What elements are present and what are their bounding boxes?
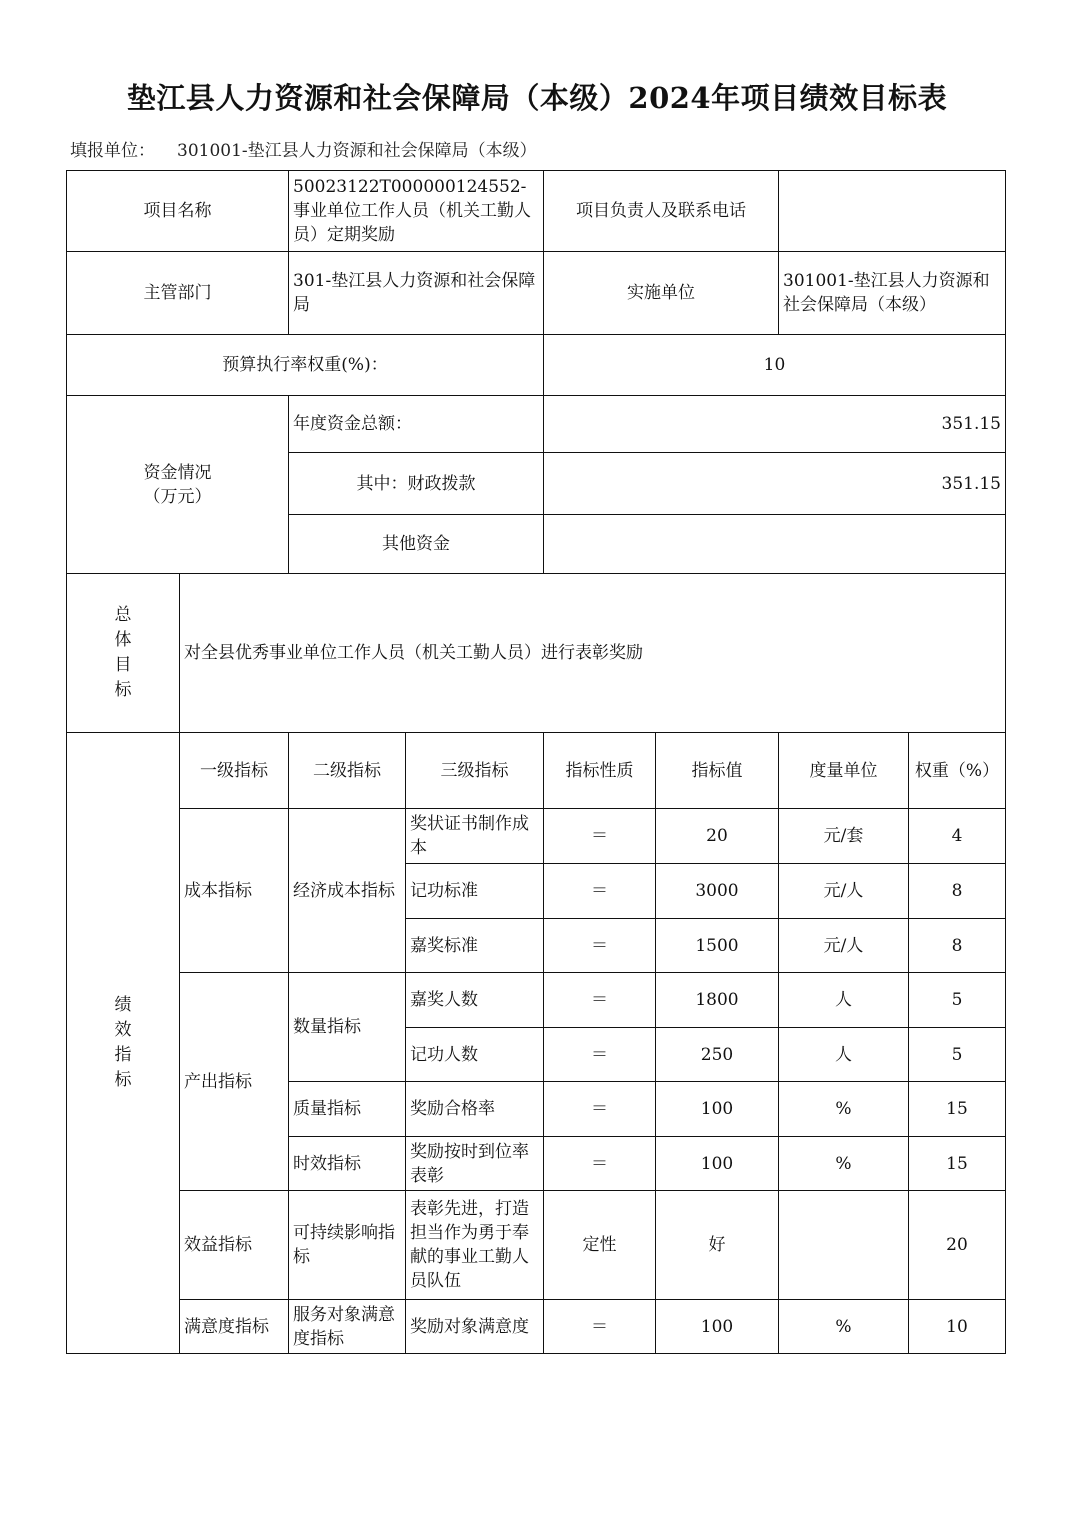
- project-name-label: 项目名称: [67, 171, 289, 252]
- weight-cell: 8: [909, 919, 1006, 973]
- value-cell: 1800: [656, 973, 779, 1028]
- unit-cell: 人: [779, 1028, 909, 1082]
- nature-cell: ＝: [544, 1028, 656, 1082]
- unit-cell: 元/人: [779, 864, 909, 919]
- funds-fiscal-value: 351.15: [544, 453, 1006, 515]
- level2-economic-cost: 经济成本指标: [289, 809, 406, 973]
- unit-cell: %: [779, 1137, 909, 1191]
- impl-label: 实施单位: [544, 252, 779, 335]
- unit-cell: %: [779, 1300, 909, 1354]
- level3-cell: 嘉奖标准: [406, 919, 544, 973]
- page-title: 垫江县人力资源和社会保障局（本级）2024年项目绩效目标表: [126, 81, 948, 115]
- nature-cell: 定性: [544, 1191, 656, 1300]
- nature-cell: ＝: [544, 1082, 656, 1137]
- level2-service-satisfaction: 服务对象满意度指标: [289, 1300, 406, 1354]
- weight-cell: 5: [909, 973, 1006, 1028]
- nature-cell: ＝: [544, 919, 656, 973]
- indicators-label-char: 效: [114, 1020, 132, 1040]
- fill-unit-value: 301001-垫江县人力资源和社会保障局（本级）: [177, 141, 537, 161]
- unit-cell: 元/套: [779, 809, 909, 864]
- value-cell: 3000: [656, 864, 779, 919]
- level3-cell: 奖状证书制作成本: [406, 809, 544, 864]
- fill-unit-label: 填报单位：: [70, 141, 155, 161]
- funds-label-line2: （万元）: [143, 486, 212, 507]
- weight-cell: 8: [909, 864, 1006, 919]
- header-weight: 权重（%）: [909, 733, 1006, 809]
- indicators-label-char: 标: [114, 1070, 132, 1090]
- goal-label-char: 总: [114, 605, 132, 625]
- level3-cell: 奖励按时到位率表彰: [406, 1137, 544, 1191]
- goal-label-char: 体: [114, 630, 132, 650]
- level1-output: 产出指标: [180, 973, 289, 1191]
- dept-value: 301-垫江县人力资源和社会保障局: [289, 252, 544, 335]
- header-level3: 三级指标: [406, 733, 544, 809]
- level3-cell: 记功人数: [406, 1028, 544, 1082]
- weight-cell: 4: [909, 809, 1006, 864]
- value-cell: 100: [656, 1137, 779, 1191]
- level2-sustainable: 可持续影响指标: [289, 1191, 406, 1300]
- nature-cell: ＝: [544, 973, 656, 1028]
- nature-cell: ＝: [544, 864, 656, 919]
- funds-label: [67, 396, 289, 574]
- level1-benefit: 效益指标: [180, 1191, 289, 1300]
- level3-cell: 记功标准: [406, 864, 544, 919]
- fill-unit: [70, 136, 559, 161]
- unit-cell: 元/人: [779, 919, 909, 973]
- level1-satisfaction: 满意度指标: [180, 1300, 289, 1354]
- level2-quality: 质量指标: [289, 1082, 406, 1137]
- header-value: 指标值: [656, 733, 779, 809]
- header-nature: 指标性质: [544, 733, 656, 809]
- table-row: [67, 809, 1006, 864]
- budget-weight-value: 10: [544, 335, 1006, 396]
- value-cell: 250: [656, 1028, 779, 1082]
- goal-label-char: 目: [114, 655, 132, 675]
- value-cell: 好: [656, 1191, 779, 1300]
- goal-text: 对全县优秀事业单位工作人员（机关工勤人员）进行表彰奖励: [180, 574, 1006, 733]
- performance-table: [66, 170, 1006, 1354]
- weight-cell: 20: [909, 1191, 1006, 1300]
- header-level2: 二级指标: [289, 733, 406, 809]
- budget-weight-label: 预算执行率权重(%)：: [67, 335, 544, 396]
- funds-total-label: 年度资金总额：: [289, 396, 544, 453]
- header-level1: 一级指标: [180, 733, 289, 809]
- table-row: [67, 1191, 1006, 1300]
- funds-label-line1: 资金情况: [143, 462, 212, 483]
- contact-value: [779, 171, 1006, 252]
- dept-label: 主管部门: [67, 252, 289, 335]
- nature-cell: ＝: [544, 1300, 656, 1354]
- level3-cell: 嘉奖人数: [406, 973, 544, 1028]
- value-cell: 20: [656, 809, 779, 864]
- level2-quantity: 数量指标: [289, 973, 406, 1082]
- unit-cell: [779, 1191, 909, 1300]
- value-cell: 100: [656, 1300, 779, 1354]
- goal-label-char: 标: [114, 680, 132, 700]
- funds-other-value: [544, 515, 1006, 574]
- value-cell: 100: [656, 1082, 779, 1137]
- funds-fiscal-label: 其中：财政拨款: [289, 453, 544, 515]
- level3-cell: 表彰先进，打造担当作为勇于奉献的事业工勤人员队伍: [406, 1191, 544, 1300]
- weight-cell: 5: [909, 1028, 1006, 1082]
- funds-other-label: 其他资金: [289, 515, 544, 574]
- indicators-label: [67, 733, 180, 1354]
- level2-timeliness: 时效指标: [289, 1137, 406, 1191]
- value-cell: 1500: [656, 919, 779, 973]
- weight-cell: 15: [909, 1137, 1006, 1191]
- weight-cell: 15: [909, 1082, 1006, 1137]
- nature-cell: ＝: [544, 1137, 656, 1191]
- indicators-label-char: 指: [114, 1045, 132, 1065]
- funds-total-value: 351.15: [544, 396, 1006, 453]
- unit-cell: %: [779, 1082, 909, 1137]
- level3-cell: 奖励对象满意度: [406, 1300, 544, 1354]
- weight-cell: 10: [909, 1300, 1006, 1354]
- goal-label: [67, 574, 180, 733]
- table-row: [67, 1300, 1006, 1354]
- level3-cell: 奖励合格率: [406, 1082, 544, 1137]
- level1-cost: 成本指标: [180, 809, 289, 973]
- nature-cell: ＝: [544, 809, 656, 864]
- table-row: [67, 973, 1006, 1028]
- header-unit: 度量单位: [779, 733, 909, 809]
- impl-value: 301001-垫江县人力资源和社会保障局（本级）: [779, 252, 1006, 335]
- contact-label: 项目负责人及联系电话: [544, 171, 779, 252]
- indicators-label-char: 绩: [114, 995, 132, 1015]
- project-name-value: 50023122T000000124552-事业单位工作人员（机关工勤人员）定期奖励: [289, 171, 544, 252]
- unit-cell: 人: [779, 973, 909, 1028]
